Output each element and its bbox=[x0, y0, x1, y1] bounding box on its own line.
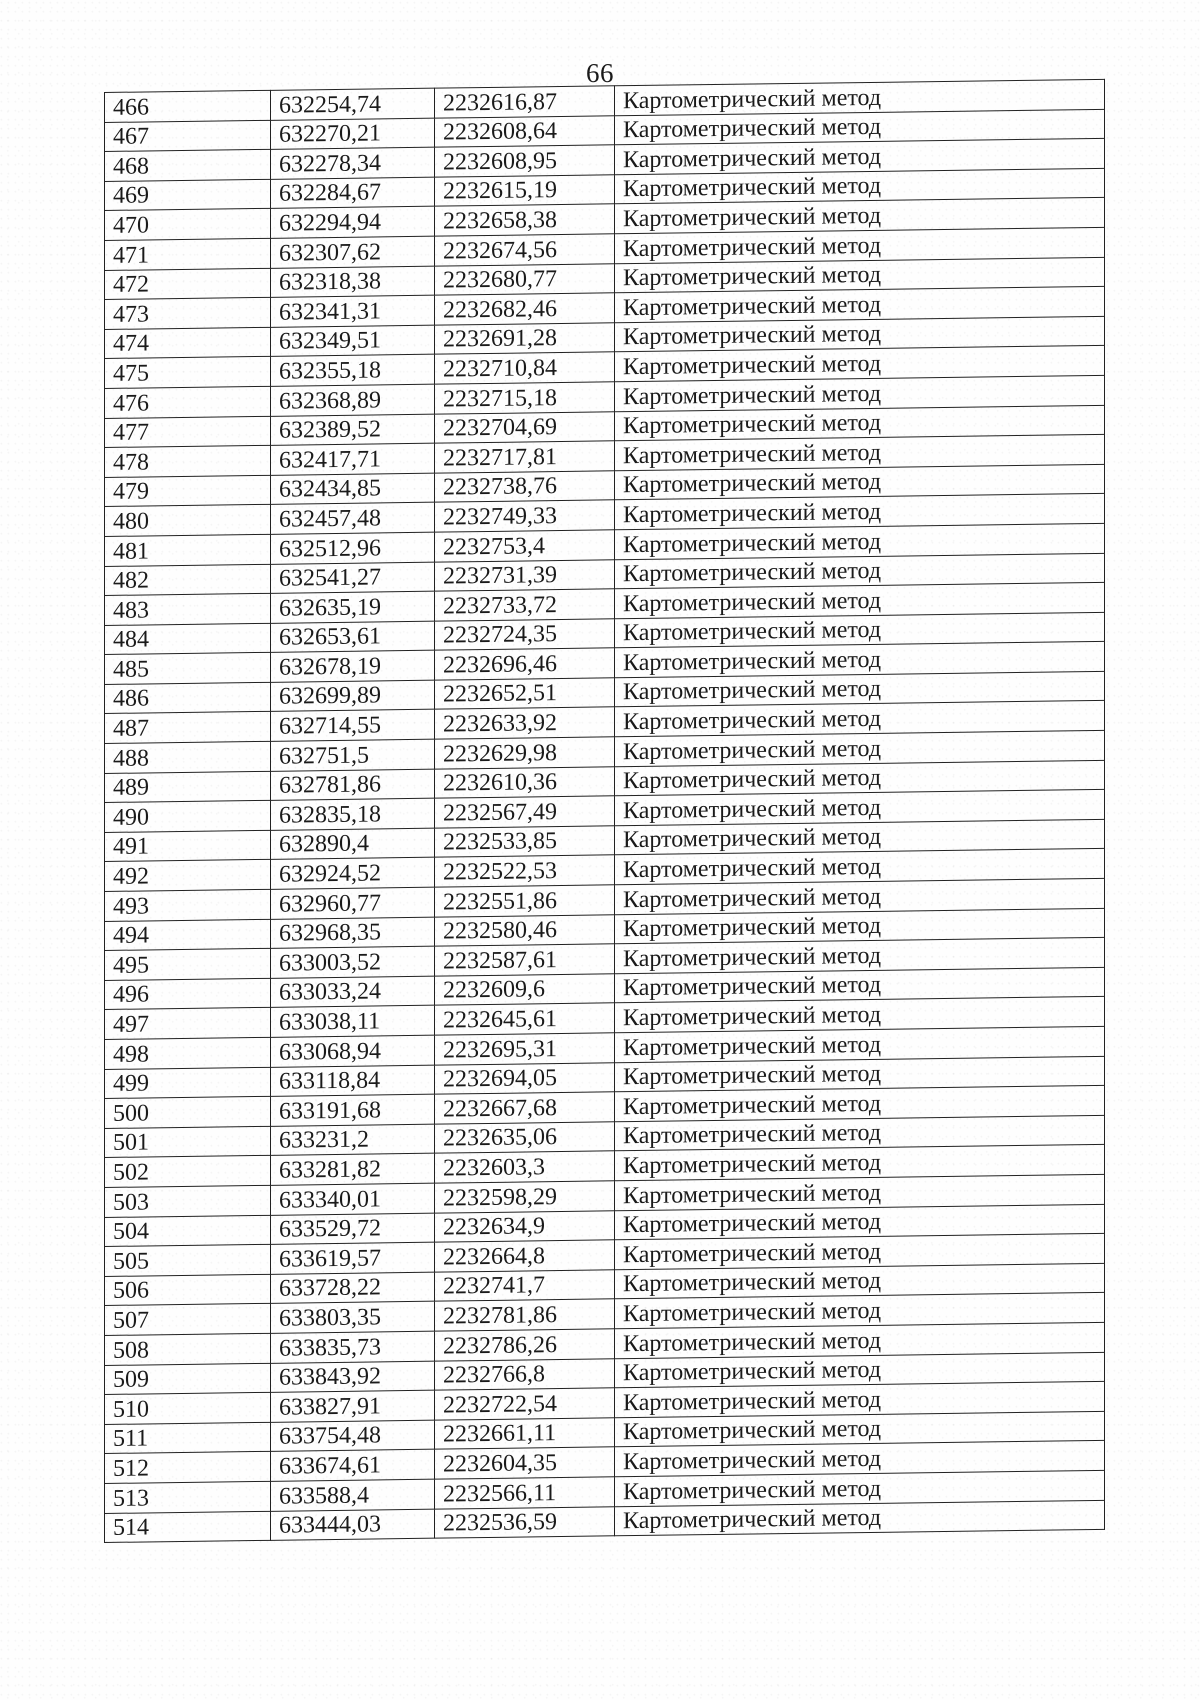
x-coordinate-cell: 632318,38 bbox=[271, 266, 435, 298]
y-coordinate-cell: 2232567,49 bbox=[435, 796, 615, 828]
method-cell: Картометрический метод bbox=[615, 494, 1105, 530]
point-number-cell: 468 bbox=[105, 150, 271, 182]
method-cell: Картометрический метод bbox=[615, 435, 1105, 471]
x-coordinate-cell: 633038,11 bbox=[271, 1006, 435, 1038]
method-cell: Картометрический метод bbox=[615, 1352, 1105, 1388]
method-cell: Картометрический метод bbox=[615, 257, 1105, 293]
method-cell: Картометрический метод bbox=[615, 1263, 1105, 1299]
y-coordinate-cell: 2232694,05 bbox=[435, 1062, 615, 1094]
method-cell: Картометрический метод bbox=[615, 109, 1105, 145]
y-coordinate-cell: 2232781,86 bbox=[435, 1299, 615, 1331]
point-number-cell: 473 bbox=[105, 297, 271, 329]
x-coordinate-cell: 633118,84 bbox=[271, 1065, 435, 1097]
method-cell: Картометрический метод bbox=[615, 316, 1105, 352]
x-coordinate-cell: 633068,94 bbox=[271, 1035, 435, 1067]
point-number-cell: 497 bbox=[105, 1008, 271, 1040]
x-coordinate-cell: 633827,91 bbox=[271, 1390, 435, 1422]
point-number-cell: 501 bbox=[105, 1126, 271, 1158]
point-number-cell: 504 bbox=[105, 1215, 271, 1247]
y-coordinate-cell: 2232704,69 bbox=[435, 411, 615, 443]
y-coordinate-cell: 2232610,36 bbox=[435, 766, 615, 798]
y-coordinate-cell: 2232738,76 bbox=[435, 471, 615, 503]
x-coordinate-cell: 633674,61 bbox=[271, 1449, 435, 1481]
point-number-cell: 472 bbox=[105, 268, 271, 300]
x-coordinate-cell: 632960,77 bbox=[271, 887, 435, 919]
point-number-cell: 483 bbox=[105, 593, 271, 625]
y-coordinate-cell: 2232741,7 bbox=[435, 1270, 615, 1302]
x-coordinate-cell: 633444,03 bbox=[271, 1509, 435, 1541]
x-coordinate-cell: 633728,22 bbox=[271, 1272, 435, 1304]
x-coordinate-cell: 632254,74 bbox=[271, 88, 435, 120]
point-number-cell: 494 bbox=[105, 919, 271, 951]
y-coordinate-cell: 2232629,98 bbox=[435, 737, 615, 769]
method-cell: Картометрический метод bbox=[615, 790, 1105, 826]
point-number-cell: 476 bbox=[105, 386, 271, 418]
y-coordinate-cell: 2232603,3 bbox=[435, 1151, 615, 1183]
point-number-cell: 495 bbox=[105, 949, 271, 981]
x-coordinate-cell: 632541,27 bbox=[271, 562, 435, 594]
coordinates-table bbox=[104, 79, 1105, 1543]
y-coordinate-cell: 2232696,46 bbox=[435, 648, 615, 680]
x-coordinate-cell: 632781,86 bbox=[271, 769, 435, 801]
method-cell: Картометрический метод bbox=[615, 227, 1105, 263]
x-coordinate-cell: 632751,5 bbox=[271, 739, 435, 771]
method-cell: Картометрический метод bbox=[615, 553, 1105, 589]
point-number-cell: 467 bbox=[105, 120, 271, 152]
point-number-cell: 493 bbox=[105, 889, 271, 921]
y-coordinate-cell: 2232604,35 bbox=[435, 1447, 615, 1479]
method-cell: Картометрический метод bbox=[615, 1441, 1105, 1477]
y-coordinate-cell: 2232645,61 bbox=[435, 1003, 615, 1035]
point-number-cell: 471 bbox=[105, 238, 271, 270]
y-coordinate-cell: 2232664,8 bbox=[435, 1240, 615, 1272]
y-coordinate-cell: 2232551,86 bbox=[435, 885, 615, 917]
method-cell: Картометрический метод bbox=[615, 819, 1105, 855]
y-coordinate-cell: 2232674,56 bbox=[435, 234, 615, 266]
point-number-cell: 474 bbox=[105, 327, 271, 359]
method-cell: Картометрический метод bbox=[615, 139, 1105, 175]
x-coordinate-cell: 633191,68 bbox=[271, 1094, 435, 1126]
y-coordinate-cell: 2232580,46 bbox=[435, 914, 615, 946]
point-number-cell: 485 bbox=[105, 653, 271, 685]
point-number-cell: 503 bbox=[105, 1185, 271, 1217]
x-coordinate-cell: 632417,71 bbox=[271, 443, 435, 475]
point-number-cell: 506 bbox=[105, 1274, 271, 1306]
method-cell: Картометрический метод bbox=[615, 168, 1105, 204]
x-coordinate-cell: 633231,2 bbox=[271, 1124, 435, 1156]
method-cell: Картометрический метод bbox=[615, 671, 1105, 707]
y-coordinate-cell: 2232680,77 bbox=[435, 263, 615, 295]
x-coordinate-cell: 633003,52 bbox=[271, 946, 435, 978]
point-number-cell: 492 bbox=[105, 860, 271, 892]
point-number-cell: 498 bbox=[105, 1037, 271, 1069]
method-cell: Картометрический метод bbox=[615, 582, 1105, 618]
point-number-cell: 505 bbox=[105, 1244, 271, 1276]
point-number-cell: 478 bbox=[105, 445, 271, 477]
point-number-cell: 491 bbox=[105, 830, 271, 862]
y-coordinate-cell: 2232634,9 bbox=[435, 1210, 615, 1242]
method-cell: Картометрический метод bbox=[615, 1204, 1105, 1240]
x-coordinate-cell: 632434,85 bbox=[271, 473, 435, 505]
y-coordinate-cell: 2232598,29 bbox=[435, 1181, 615, 1213]
x-coordinate-cell: 633619,57 bbox=[271, 1242, 435, 1274]
y-coordinate-cell: 2232536,59 bbox=[435, 1506, 615, 1538]
point-number-cell: 475 bbox=[105, 357, 271, 389]
method-cell: Картометрический метод bbox=[615, 1500, 1105, 1536]
y-coordinate-cell: 2232695,31 bbox=[435, 1033, 615, 1065]
point-number-cell: 479 bbox=[105, 475, 271, 507]
x-coordinate-cell: 633281,82 bbox=[271, 1154, 435, 1186]
method-cell: Картометрический метод bbox=[615, 1145, 1105, 1181]
x-coordinate-cell: 632699,89 bbox=[271, 680, 435, 712]
method-cell: Картометрический метод bbox=[615, 346, 1105, 382]
x-coordinate-cell: 632653,61 bbox=[271, 621, 435, 653]
y-coordinate-cell: 2232710,84 bbox=[435, 352, 615, 384]
x-coordinate-cell: 632890,4 bbox=[271, 828, 435, 860]
method-cell: Картометрический метод bbox=[615, 375, 1105, 411]
x-coordinate-cell: 632678,19 bbox=[271, 650, 435, 682]
method-cell: Картометрический метод bbox=[615, 405, 1105, 441]
x-coordinate-cell: 633835,73 bbox=[271, 1331, 435, 1363]
method-cell: Картометрический метод bbox=[615, 1411, 1105, 1447]
method-cell: Картометрический метод bbox=[615, 997, 1105, 1033]
method-cell: Картометрический метод bbox=[615, 1382, 1105, 1418]
method-cell: Картометрический метод bbox=[615, 908, 1105, 944]
page-number: 66 bbox=[586, 58, 614, 88]
y-coordinate-cell: 2232616,87 bbox=[435, 86, 615, 118]
y-coordinate-cell: 2232766,8 bbox=[435, 1358, 615, 1390]
x-coordinate-cell: 632341,31 bbox=[271, 295, 435, 327]
method-cell: Картометрический метод bbox=[615, 523, 1105, 559]
method-cell: Картометрический метод bbox=[615, 730, 1105, 766]
point-number-cell: 484 bbox=[105, 623, 271, 655]
x-coordinate-cell: 633529,72 bbox=[271, 1213, 435, 1245]
point-number-cell: 507 bbox=[105, 1304, 271, 1336]
method-cell: Картометрический метод bbox=[615, 1086, 1105, 1122]
coordinates-table-wrapper bbox=[104, 79, 1105, 1543]
y-coordinate-cell: 2232522,53 bbox=[435, 855, 615, 887]
y-coordinate-cell: 2232691,28 bbox=[435, 323, 615, 355]
point-number-cell: 512 bbox=[105, 1452, 271, 1484]
y-coordinate-cell: 2232608,64 bbox=[435, 115, 615, 147]
point-number-cell: 466 bbox=[105, 90, 271, 122]
coordinates-table-body bbox=[105, 79, 1105, 1542]
x-coordinate-cell: 632389,52 bbox=[271, 414, 435, 446]
x-coordinate-cell: 632307,62 bbox=[271, 236, 435, 268]
method-cell: Картометрический метод bbox=[615, 464, 1105, 500]
method-cell: Картометрический метод bbox=[615, 642, 1105, 678]
method-cell: Картометрический метод bbox=[615, 967, 1105, 1003]
y-coordinate-cell: 2232635,06 bbox=[435, 1122, 615, 1154]
method-cell: Картометрический метод bbox=[615, 849, 1105, 885]
x-coordinate-cell: 632512,96 bbox=[271, 532, 435, 564]
point-number-cell: 509 bbox=[105, 1363, 271, 1395]
y-coordinate-cell: 2232753,4 bbox=[435, 530, 615, 562]
point-number-cell: 500 bbox=[105, 1097, 271, 1129]
point-number-cell: 508 bbox=[105, 1333, 271, 1365]
y-coordinate-cell: 2232717,81 bbox=[435, 441, 615, 473]
point-number-cell: 481 bbox=[105, 534, 271, 566]
y-coordinate-cell: 2232615,19 bbox=[435, 175, 615, 207]
x-coordinate-cell: 632635,19 bbox=[271, 591, 435, 623]
method-cell: Картометрический метод bbox=[615, 612, 1105, 648]
x-coordinate-cell: 633803,35 bbox=[271, 1302, 435, 1334]
x-coordinate-cell: 632924,52 bbox=[271, 858, 435, 890]
y-coordinate-cell: 2232731,39 bbox=[435, 559, 615, 591]
point-number-cell: 489 bbox=[105, 771, 271, 803]
x-coordinate-cell: 632714,55 bbox=[271, 710, 435, 742]
point-number-cell: 502 bbox=[105, 1156, 271, 1188]
y-coordinate-cell: 2232633,92 bbox=[435, 707, 615, 739]
method-cell: Картометрический метод bbox=[615, 1470, 1105, 1506]
point-number-cell: 514 bbox=[105, 1511, 271, 1543]
point-number-cell: 488 bbox=[105, 741, 271, 773]
y-coordinate-cell: 2232733,72 bbox=[435, 589, 615, 621]
x-coordinate-cell: 633340,01 bbox=[271, 1183, 435, 1215]
x-coordinate-cell: 632278,34 bbox=[271, 147, 435, 179]
method-cell: Картометрический метод bbox=[615, 760, 1105, 796]
y-coordinate-cell: 2232786,26 bbox=[435, 1329, 615, 1361]
y-coordinate-cell: 2232587,61 bbox=[435, 944, 615, 976]
point-number-cell: 499 bbox=[105, 1067, 271, 1099]
x-coordinate-cell: 632368,89 bbox=[271, 384, 435, 416]
method-cell: Картометрический метод bbox=[615, 878, 1105, 914]
method-cell: Картометрический метод bbox=[615, 1293, 1105, 1329]
y-coordinate-cell: 2232722,54 bbox=[435, 1388, 615, 1420]
point-number-cell: 510 bbox=[105, 1392, 271, 1424]
y-coordinate-cell: 2232533,85 bbox=[435, 826, 615, 858]
y-coordinate-cell: 2232667,68 bbox=[435, 1092, 615, 1124]
y-coordinate-cell: 2232724,35 bbox=[435, 619, 615, 651]
method-cell: Картометрический метод bbox=[615, 701, 1105, 737]
x-coordinate-cell: 632968,35 bbox=[271, 917, 435, 949]
method-cell: Картометрический метод bbox=[615, 1026, 1105, 1062]
x-coordinate-cell: 633843,92 bbox=[271, 1361, 435, 1393]
point-number-cell: 513 bbox=[105, 1481, 271, 1513]
point-number-cell: 496 bbox=[105, 978, 271, 1010]
y-coordinate-cell: 2232609,6 bbox=[435, 974, 615, 1006]
method-cell: Картометрический метод bbox=[615, 1056, 1105, 1092]
method-cell: Картометрический метод bbox=[615, 1174, 1105, 1210]
x-coordinate-cell: 633754,48 bbox=[271, 1420, 435, 1452]
method-cell: Картометрический метод bbox=[615, 287, 1105, 323]
y-coordinate-cell: 2232652,51 bbox=[435, 678, 615, 710]
point-number-cell: 490 bbox=[105, 801, 271, 833]
y-coordinate-cell: 2232566,11 bbox=[435, 1477, 615, 1509]
point-number-cell: 487 bbox=[105, 712, 271, 744]
y-coordinate-cell: 2232715,18 bbox=[435, 382, 615, 414]
x-coordinate-cell: 632355,18 bbox=[271, 355, 435, 387]
point-number-cell: 470 bbox=[105, 209, 271, 241]
x-coordinate-cell: 632349,51 bbox=[271, 325, 435, 357]
point-number-cell: 511 bbox=[105, 1422, 271, 1454]
x-coordinate-cell: 632294,94 bbox=[271, 207, 435, 239]
point-number-cell: 482 bbox=[105, 564, 271, 596]
y-coordinate-cell: 2232749,33 bbox=[435, 500, 615, 532]
point-number-cell: 469 bbox=[105, 179, 271, 211]
x-coordinate-cell: 632284,67 bbox=[271, 177, 435, 209]
y-coordinate-cell: 2232608,95 bbox=[435, 145, 615, 177]
point-number-cell: 480 bbox=[105, 505, 271, 537]
x-coordinate-cell: 632270,21 bbox=[271, 118, 435, 150]
point-number-cell: 477 bbox=[105, 416, 271, 448]
y-coordinate-cell: 2232661,11 bbox=[435, 1418, 615, 1450]
method-cell: Картометрический метод bbox=[615, 1234, 1105, 1270]
x-coordinate-cell: 632835,18 bbox=[271, 798, 435, 830]
y-coordinate-cell: 2232658,38 bbox=[435, 204, 615, 236]
method-cell: Картометрический метод bbox=[615, 1115, 1105, 1151]
x-coordinate-cell: 633588,4 bbox=[271, 1479, 435, 1511]
point-number-cell: 486 bbox=[105, 682, 271, 714]
x-coordinate-cell: 633033,24 bbox=[271, 976, 435, 1008]
method-cell: Картометрический метод bbox=[615, 198, 1105, 234]
method-cell: Картометрический метод bbox=[615, 79, 1105, 115]
method-cell: Картометрический метод bbox=[615, 938, 1105, 974]
method-cell: Картометрический метод bbox=[615, 1322, 1105, 1358]
x-coordinate-cell: 632457,48 bbox=[271, 502, 435, 534]
y-coordinate-cell: 2232682,46 bbox=[435, 293, 615, 325]
